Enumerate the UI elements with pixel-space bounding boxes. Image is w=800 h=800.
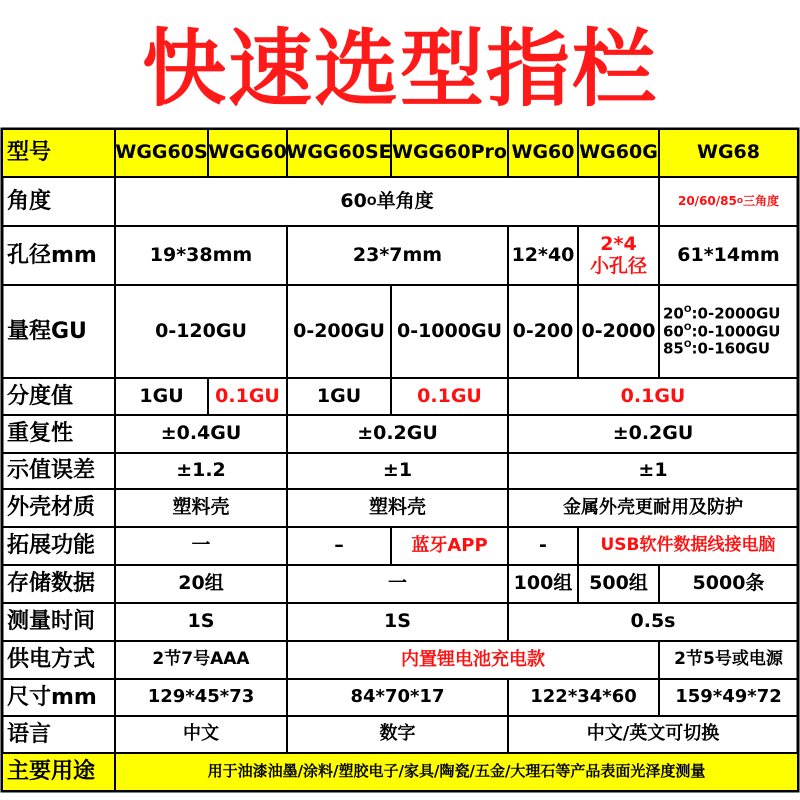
housing-c: 金属外壳更耐用及防护 [563,496,743,518]
label-power: 供电方式 [7,647,96,673]
storage-wg60: 100组 [513,572,573,595]
power-b: 内置锂电池充电款 [401,648,545,670]
aperture-wgg60s-wgg60: 19*38mm [149,243,253,266]
angle-triple: 20/60/85 O 三角度 [677,193,779,208]
range-wg68-20deg: $20^O:0-2000GU$ [663,304,781,323]
model-wg68: WG68 [660,130,797,176]
aperture-wg60: 12*40 [511,243,575,266]
range-wgg60s-wgg60: 0-120GU [155,319,247,342]
accuracy-b: ±1 [382,459,413,482]
size-d: 159*49*72 [675,686,782,708]
resolution-wgg60pro: 0.1GU [417,384,482,407]
label-resolution: 分度值 [7,383,74,409]
range-wg60: 0-200 [512,319,574,342]
housing-a: 塑料壳 [172,496,230,519]
range-wg60g: 0-2000 [581,319,656,342]
language-c: 中文/英文可切换 [586,723,720,745]
model-wgg60: WGG60 [209,130,286,176]
label-angle: 角度 [7,188,52,214]
extension-wgg60pro: 蓝牙APP [411,534,488,556]
range-wg68 [660,286,797,377]
time-b: 1S [384,610,411,633]
label-repeatability: 重复性 [7,421,74,447]
label-model: 型号 [3,130,114,176]
model-wg60g: WG60G [579,130,658,176]
storage-wg68: 5000条 [692,572,765,595]
extension-wgg60se: – [334,534,344,557]
language-a: 中文 [183,723,219,745]
aperture-wg68: 61*14mm [677,243,780,266]
label-housing: 外壳材质 [7,495,96,521]
storage-b: 一 [387,572,407,595]
resolution-wgg60s: 1GU [139,384,184,407]
resolution-wgg60: 0.1GU [215,384,280,407]
repeatability-b: ±0.2GU [357,422,438,445]
size-c: 122*34*60 [530,686,637,708]
storage-a: 20组 [178,572,224,595]
aperture-wgg60se-pro: 23*7mm [352,243,443,266]
label-storage: 存储数据 [7,571,96,597]
power-c: 2节5号或电源 [674,649,783,670]
range-wg68-60deg: $60^O:0-1000GU$ [663,322,781,341]
page-title: 快速选型指栏 [141,19,658,118]
language-b: 数字 [379,723,416,745]
power-a: 2节7号AAA [152,649,250,670]
time-a: 1S [187,610,215,633]
range-wgg60pro: 0-1000GU [396,319,502,342]
model-wgg60se: WGG60SE [288,130,390,176]
label-usage: 主要用途 [3,754,114,790]
repeatability-c: ±0.2GU [612,422,694,445]
angle-single: 60 O 单角度 [340,189,434,212]
model-wgg60pro: WGG60Pro [392,130,507,176]
size-a: 129*45*73 [147,686,255,708]
label-extension: 拓展功能 [7,533,96,559]
model-wgg60s: WGG60S [116,130,207,176]
range-wg68-85deg: $85^O:0-160GU$ [663,339,770,358]
repeatability-a: ±0.4GU [160,422,242,445]
extension-a: 一 [191,534,211,557]
aperture-wg60g: 2*4 小孔径 [589,232,647,277]
accuracy-c: ±1 [638,459,668,482]
housing-b: 塑料壳 [368,496,426,519]
storage-wg60g: 500组 [589,572,648,595]
label-accuracy: 示值误差 [7,458,96,484]
range-wgg60se: 0-200GU [293,319,385,342]
resolution-wgg60se: 1GU [316,384,362,407]
extension-usb: USB软件数据线接电脑 [600,535,776,556]
label-size: 尺寸mm [7,684,97,710]
extension-wg60: - [539,534,547,557]
usage-value: 用于油漆油墨/涂料/塑胶电子/家具/陶瓷/五金/大理石等产品表面光泽度测量 [116,754,797,790]
label-aperture: 孔径mm [7,242,97,268]
resolution-wg-series: 0.1GU [620,384,686,407]
label-language: 语言 [7,721,52,747]
size-b: 84*70*17 [350,686,445,708]
model-wg60: WG60 [509,130,577,176]
accuracy-a: ±1.2 [176,459,226,482]
label-range: 量程GU [7,318,87,344]
label-time: 测量时间 [7,609,96,635]
time-c: 0.5s [630,610,676,633]
